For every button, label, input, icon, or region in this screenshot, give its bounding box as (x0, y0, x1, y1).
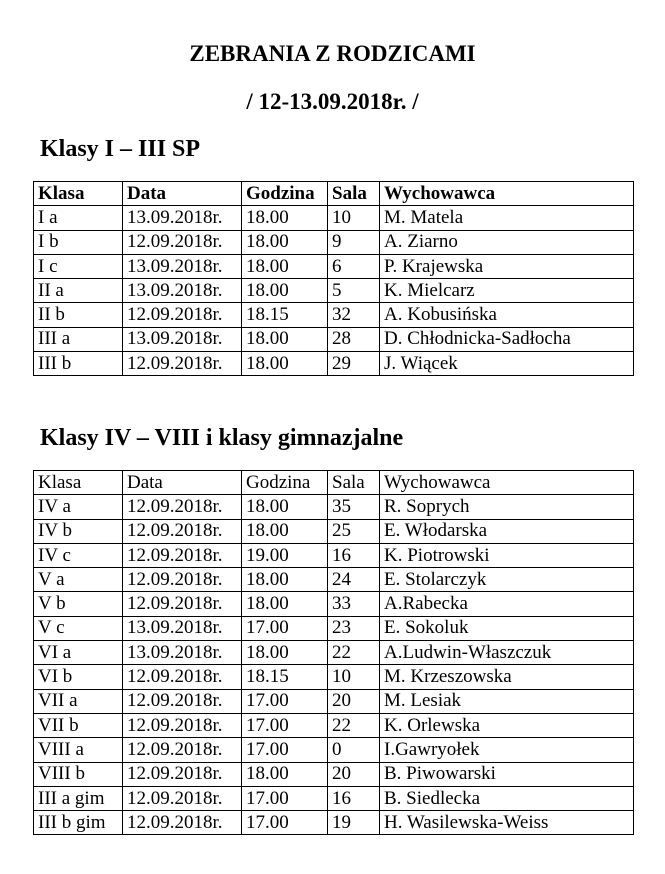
cell-klasa: V c (34, 616, 123, 640)
cell-wychowawca: A.Rabecka (380, 592, 634, 616)
cell-godzina: 18.00 (242, 592, 328, 616)
cell-sala: 6 (328, 254, 380, 278)
column-header-klasa: Klasa (34, 182, 123, 206)
cell-godzina: 18.00 (242, 568, 328, 592)
cell-data: 13.09.2018r. (123, 641, 242, 665)
cell-wychowawca: A.Ludwin-Właszczuk (380, 641, 634, 665)
cell-sala: 23 (328, 616, 380, 640)
table-row (34, 762, 634, 786)
cell-sala: 5 (328, 279, 380, 303)
cell-klasa: III a (34, 327, 123, 351)
cell-wychowawca: R. Soprych (380, 495, 634, 519)
table-row (34, 254, 634, 278)
table-row (34, 568, 634, 592)
table-row (34, 230, 634, 254)
cell-wychowawca: B. Piwowarski (380, 762, 634, 786)
cell-data: 12.09.2018r. (123, 230, 242, 254)
table-row (34, 327, 634, 351)
column-header-data: Data (123, 471, 242, 495)
cell-klasa: IV c (34, 543, 123, 567)
cell-data: 12.09.2018r. (123, 543, 242, 567)
column-header-klasa: Klasa (34, 471, 123, 495)
cell-wychowawca: J. Wiącek (380, 352, 634, 376)
cell-sala: 19 (328, 811, 380, 835)
cell-klasa: IV b (34, 519, 123, 543)
cell-klasa: VI a (34, 641, 123, 665)
section-heading-klasy-1-3: Klasy I – III SP (40, 136, 201, 162)
table-row (34, 592, 634, 616)
cell-wychowawca: M. Matela (380, 206, 634, 230)
table-row (34, 352, 634, 376)
cell-sala: 25 (328, 519, 380, 543)
cell-wychowawca: H. Wasilewska-Weiss (380, 811, 634, 835)
column-header-sala: Sala (328, 471, 380, 495)
cell-klasa: I c (34, 254, 123, 278)
cell-wychowawca: I.Gawryołek (380, 738, 634, 762)
table-row (34, 206, 634, 230)
cell-data: 12.09.2018r. (123, 568, 242, 592)
cell-data: 13.09.2018r. (123, 206, 242, 230)
meetings-table-klasy-4-8-gimnazjalne (33, 470, 634, 835)
cell-godzina: 18.00 (242, 254, 328, 278)
cell-godzina: 18.00 (242, 762, 328, 786)
column-header-sala: Sala (328, 182, 380, 206)
cell-wychowawca: E. Włodarska (380, 519, 634, 543)
cell-sala: 22 (328, 641, 380, 665)
cell-wychowawca: M. Krzeszowska (380, 665, 634, 689)
table-row (34, 689, 634, 713)
cell-data: 12.09.2018r. (123, 689, 242, 713)
cell-godzina: 18.15 (242, 665, 328, 689)
table-header-row (34, 182, 634, 206)
cell-data: 13.09.2018r. (123, 327, 242, 351)
cell-data: 12.09.2018r. (123, 713, 242, 737)
cell-sala: 24 (328, 568, 380, 592)
cell-wychowawca: K. Orlewska (380, 713, 634, 737)
cell-godzina: 18.00 (242, 327, 328, 351)
cell-sala: 10 (328, 665, 380, 689)
cell-klasa: III b gim (34, 811, 123, 835)
cell-sala: 22 (328, 713, 380, 737)
cell-godzina: 17.00 (242, 713, 328, 737)
table-header-row (34, 471, 634, 495)
page-title: ZEBRANIA Z RODZICAMI (189, 41, 476, 66)
cell-data: 12.09.2018r. (123, 495, 242, 519)
cell-godzina: 17.00 (242, 738, 328, 762)
cell-godzina: 17.00 (242, 616, 328, 640)
cell-klasa: VII b (34, 713, 123, 737)
cell-sala: 0 (328, 738, 380, 762)
cell-wychowawca: E. Stolarczyk (380, 568, 634, 592)
cell-godzina: 19.00 (242, 543, 328, 567)
cell-godzina: 18.00 (242, 230, 328, 254)
column-header-godzina: Godzina (242, 471, 328, 495)
cell-klasa: V b (34, 592, 123, 616)
cell-wychowawca: M. Lesiak (380, 689, 634, 713)
cell-sala: 28 (328, 327, 380, 351)
cell-sala: 35 (328, 495, 380, 519)
cell-data: 13.09.2018r. (123, 616, 242, 640)
cell-sala: 16 (328, 543, 380, 567)
cell-sala: 16 (328, 786, 380, 810)
cell-godzina: 17.00 (242, 786, 328, 810)
cell-sala: 33 (328, 592, 380, 616)
cell-godzina: 18.15 (242, 303, 328, 327)
table-row (34, 543, 634, 567)
cell-godzina: 18.00 (242, 206, 328, 230)
cell-klasa: III a gim (34, 786, 123, 810)
cell-klasa: V a (34, 568, 123, 592)
cell-klasa: VIII b (34, 762, 123, 786)
cell-godzina: 17.00 (242, 689, 328, 713)
column-header-data: Data (123, 182, 242, 206)
cell-klasa: I b (34, 230, 123, 254)
cell-godzina: 18.00 (242, 352, 328, 376)
cell-data: 12.09.2018r. (123, 786, 242, 810)
cell-data: 12.09.2018r. (123, 762, 242, 786)
table-row (34, 279, 634, 303)
cell-godzina: 18.00 (242, 495, 328, 519)
section-heading-klasy-4-8-gimnazjalne: Klasy IV – VIII i klasy gimnazjalne (40, 425, 404, 451)
cell-klasa: VII a (34, 689, 123, 713)
cell-sala: 20 (328, 689, 380, 713)
cell-klasa: II b (34, 303, 123, 327)
table-row (34, 713, 634, 737)
cell-godzina: 18.00 (242, 641, 328, 665)
table-row (34, 303, 634, 327)
cell-klasa: IV a (34, 495, 123, 519)
cell-data: 13.09.2018r. (123, 279, 242, 303)
cell-wychowawca: A. Kobusińska (380, 303, 634, 327)
table-row (34, 786, 634, 810)
cell-klasa: II a (34, 279, 123, 303)
cell-sala: 32 (328, 303, 380, 327)
table-row (34, 665, 634, 689)
cell-godzina: 17.00 (242, 811, 328, 835)
cell-sala: 10 (328, 206, 380, 230)
page-subtitle-dates: / 12-13.09.2018r. / (246, 89, 419, 114)
cell-wychowawca: D. Chłodnicka-Sadłocha (380, 327, 634, 351)
cell-data: 12.09.2018r. (123, 665, 242, 689)
table-row (34, 616, 634, 640)
cell-wychowawca: K. Piotrowski (380, 543, 634, 567)
cell-klasa: I a (34, 206, 123, 230)
cell-wychowawca: K. Mielcarz (380, 279, 634, 303)
cell-sala: 29 (328, 352, 380, 376)
table-row (34, 811, 634, 835)
cell-sala: 9 (328, 230, 380, 254)
cell-wychowawca: E. Sokoluk (380, 616, 634, 640)
cell-data: 12.09.2018r. (123, 592, 242, 616)
cell-godzina: 18.00 (242, 519, 328, 543)
cell-data: 13.09.2018r. (123, 254, 242, 278)
column-header-wychowawca: Wychowawca (380, 471, 634, 495)
table-row (34, 495, 634, 519)
cell-data: 12.09.2018r. (123, 738, 242, 762)
cell-wychowawca: B. Siedlecka (380, 786, 634, 810)
column-header-godzina: Godzina (242, 182, 328, 206)
table-row (34, 519, 634, 543)
column-header-wychowawca: Wychowawca (380, 182, 634, 206)
cell-data: 12.09.2018r. (123, 352, 242, 376)
table-row (34, 641, 634, 665)
cell-wychowawca: A. Ziarno (380, 230, 634, 254)
cell-data: 12.09.2018r. (123, 811, 242, 835)
cell-data: 12.09.2018r. (123, 519, 242, 543)
meetings-table-klasy-1-3 (33, 181, 634, 376)
cell-klasa: III b (34, 352, 123, 376)
cell-klasa: VI b (34, 665, 123, 689)
cell-wychowawca: P. Krajewska (380, 254, 634, 278)
cell-data: 12.09.2018r. (123, 303, 242, 327)
cell-godzina: 18.00 (242, 279, 328, 303)
cell-sala: 20 (328, 762, 380, 786)
cell-klasa: VIII a (34, 738, 123, 762)
table-row (34, 738, 634, 762)
